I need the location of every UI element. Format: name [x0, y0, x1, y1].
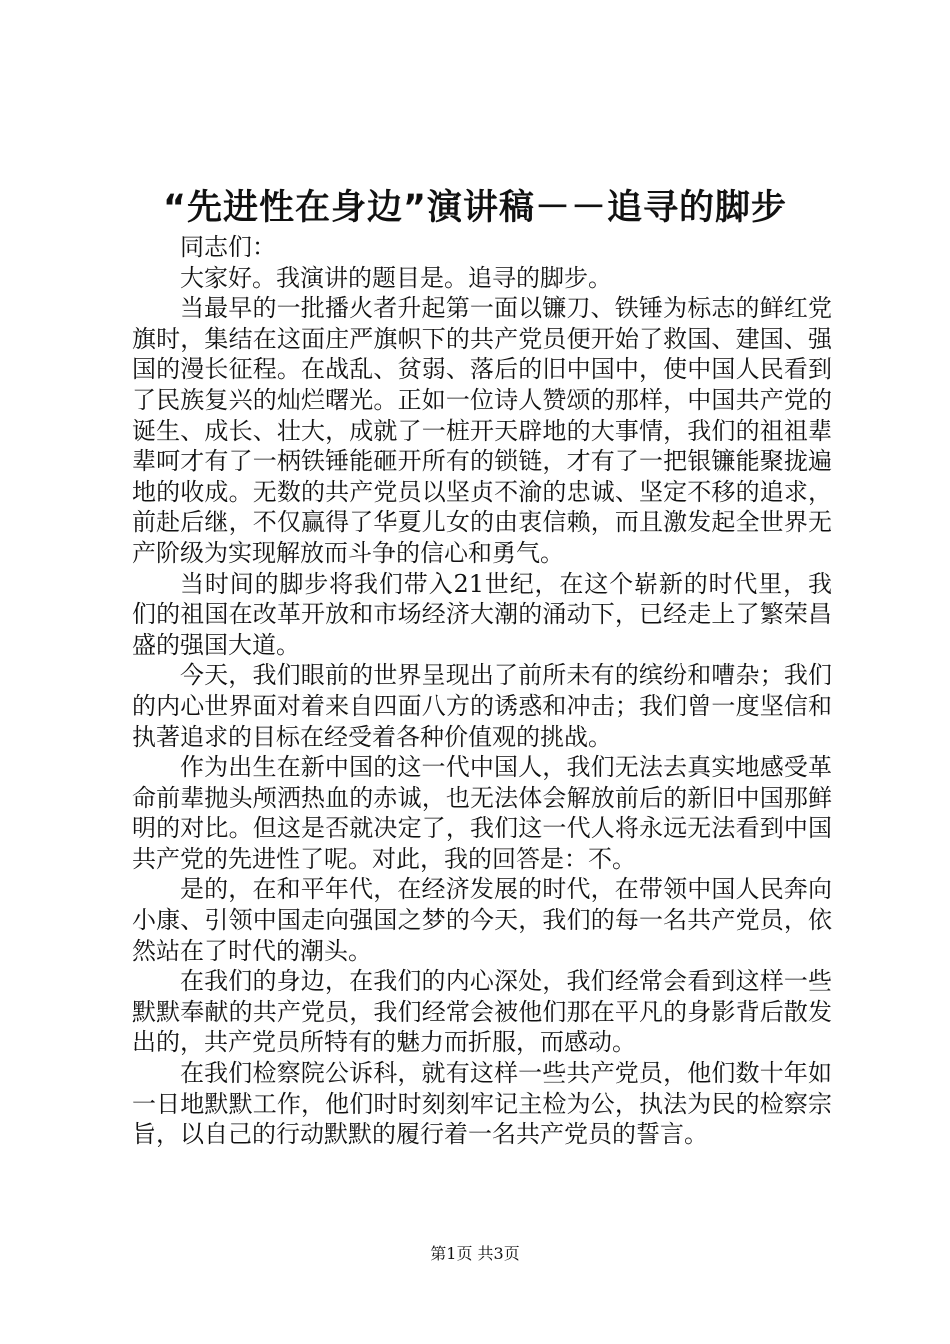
paragraph: 今天，我们眼前的世界呈现出了前所未有的缤纷和嘈杂；我们的内心世界面对着来自四面八方的诱惑和冲击；我们曾一度坚信和执著追求的目标在经受着各种价值观的挑战。 [132, 661, 832, 751]
paragraph: 当时间的脚步将我们带入21世纪，在这个崭新的时代里，我们的祖国在改革开放和市场经济大潮的涌动下，已经走上了繁荣昌盛的强国大道。 [132, 569, 832, 659]
paragraph: 在我们检察院公诉科，就有这样一些共产党员，他们数十年如一日地默默工作，他们时时刻刻牢记主检为公，执法为民的检察宗旨，以自己的行动默默的履行着一名共产党员的誓言。 [132, 1059, 832, 1149]
paragraph: 同志们： [180, 233, 276, 261]
paragraph: 大家好。我演讲的题目是。追寻的脚步。 [180, 263, 612, 292]
document-title: “先进性在身边”演讲稿－－追寻的脚步 [162, 188, 787, 228]
page-footer: 第1页 共3页 [430, 1244, 520, 1263]
paragraph: 是的，在和平年代，在经济发展的时代，在带领中国人民奔向小康、引领中国走向强国之梦的今天，我们的每一名共产党员，依然站在了时代的潮头。 [132, 875, 832, 965]
paragraph: 当最早的一批播火者升起第一面以镰刀、铁锤为标志的鲜红党旗时，集结在这面庄严旗帜下的共产党员便开始了救国、建国、强国的漫长征程。在战乱、贫弱、落后的旧中国中，使中国人民看到了民族复兴的灿烂曙光。正如一位诗人赞颂的那样，中国共产党的诞生、成长、壮大，成就了一桩开天辟地的大事情，我们的祖祖辈辈呵才有了一柄铁锤能砸开所有的锁链，才有了一把银镰能聚拢遍地的收成。无数的共产党员以坚贞不渝的忠诚、坚定不移的追求，前赴后继，不仅赢得了华夏儿女的由衷信赖，而且激发起全世界无产阶级为实现解放而斗争的信心和勇气。 [132, 294, 832, 567]
document-body [132, 232, 832, 1150]
paragraph: 在我们的身边，在我们的内心深处，我们经常会看到这样一些默默奉献的共产党员，我们经常会被他们那在平凡的身影背后散发出的，共产党员所特有的魅力而折服，而感动。 [132, 967, 832, 1057]
paragraph: 作为出生在新中国的这一代中国人，我们无法去真实地感受革命前辈抛头颅洒热血的赤诚，也无法体会解放前后的新旧中国那鲜明的对比。但这是否就决定了，我们这一代人将永远无法看到中国共产党的先进性了呢。对此，我的回答是：不。 [132, 753, 832, 873]
